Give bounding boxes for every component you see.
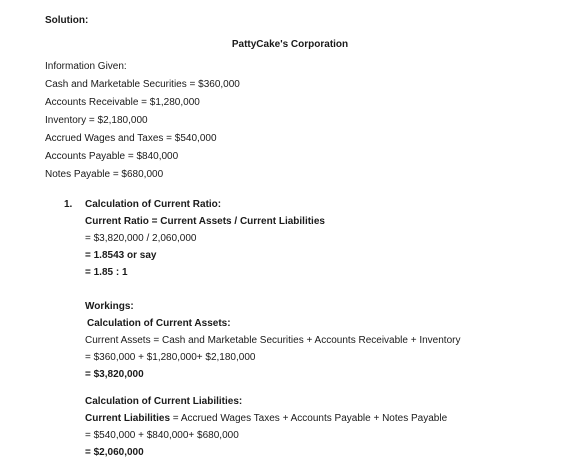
- ratio-step-1: = $3,820,000 / 2,060,000: [85, 233, 197, 244]
- info-line-cash: Cash and Marketable Securities = $360,000: [45, 79, 240, 90]
- workings-title: Workings:: [85, 301, 134, 312]
- liabilities-title: Calculation of Current Liabilities:: [85, 396, 243, 407]
- solution-heading: Solution:: [45, 15, 89, 26]
- assets-formula: Current Assets = Cash and Marketable Securities + Accounts Receivable + Inventory: [85, 335, 461, 346]
- liabilities-result: = $2,060,000: [85, 447, 144, 458]
- info-line-notes: Notes Payable = $680,000: [45, 169, 164, 180]
- liabilities-formula-rest: = Accrued Wages Taxes + Accounts Payable + Notes Payable: [170, 413, 448, 424]
- info-line-payable: Accounts Payable = $840,000: [45, 151, 179, 162]
- assets-result: = $3,820,000: [85, 369, 144, 380]
- ratio-formula: Current Ratio = Current Assets / Current Liabilities: [85, 216, 325, 227]
- section-title: Calculation of Current Ratio:: [85, 199, 222, 210]
- info-line-receivable: Accounts Receivable = $1,280,000: [45, 97, 200, 108]
- liabilities-step-1: = $540,000 + $840,000+ $680,000: [85, 430, 239, 441]
- ratio-step-2: = 1.8543 or say: [85, 250, 157, 261]
- info-line-accrued: Accrued Wages and Taxes = $540,000: [45, 133, 217, 144]
- liabilities-formula: [85, 412, 447, 426]
- info-title: Information Given:: [45, 61, 127, 72]
- assets-title: Calculation of Current Assets:: [87, 318, 231, 329]
- company-title: PattyCake's Corporation: [231, 39, 349, 50]
- assets-step-1: = $360,000 + $1,280,000+ $2,180,000: [85, 352, 256, 363]
- liabilities-formula-label: Current Liabilities: [85, 413, 171, 424]
- info-line-inventory: Inventory = $2,180,000: [45, 115, 148, 126]
- ratio-step-3: = 1.85 : 1: [85, 267, 128, 278]
- section-number: 1.: [64, 199, 73, 210]
